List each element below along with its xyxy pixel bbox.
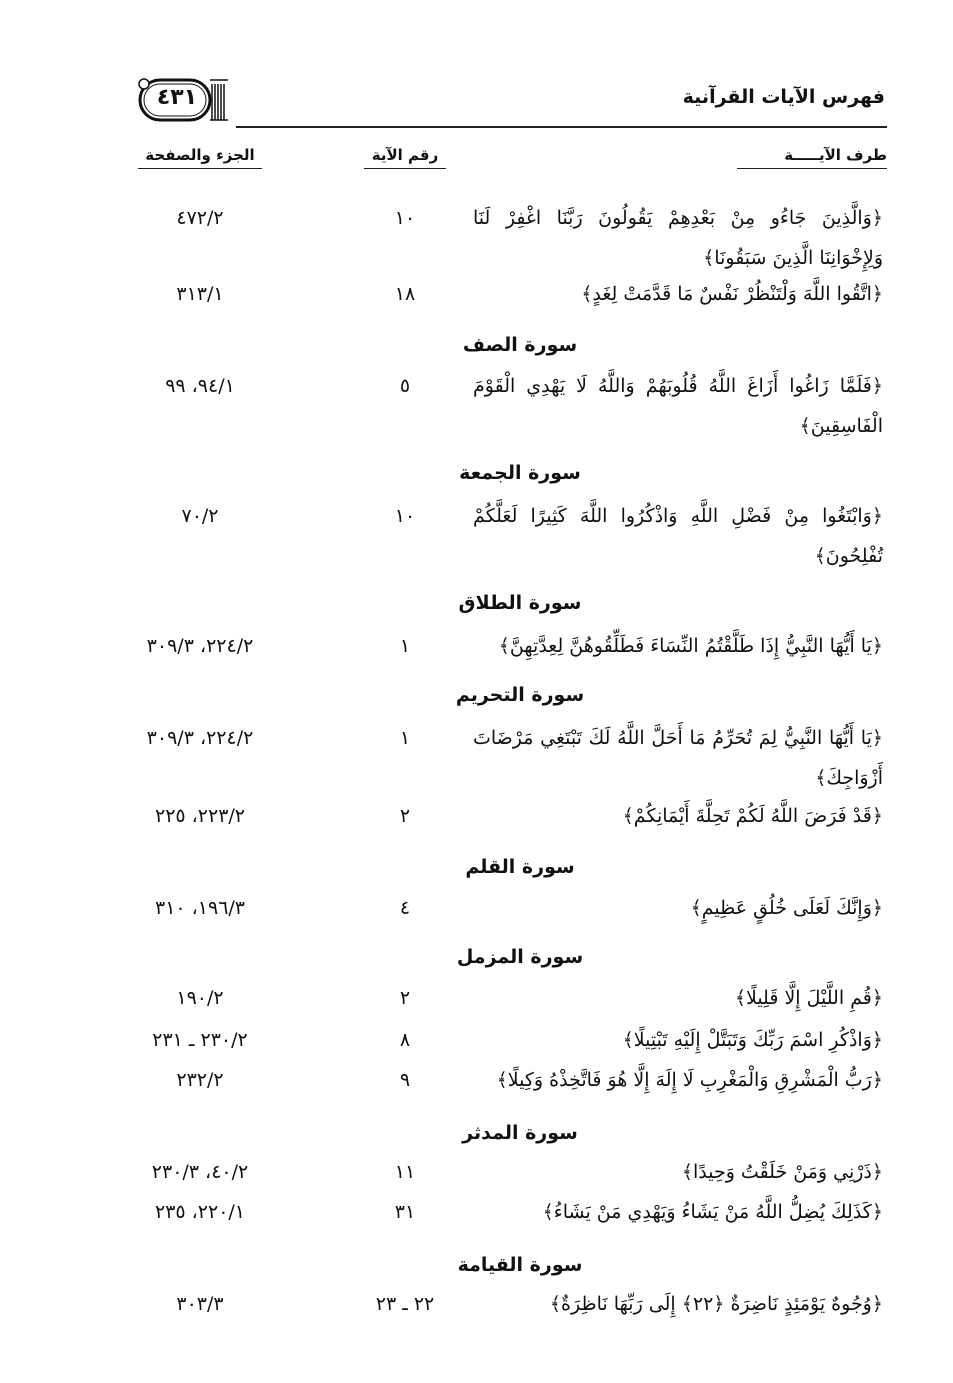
volume-page-ref: ١٩٠/٢ (176, 987, 224, 1009)
page-number-badge (136, 76, 228, 124)
volume-page-ref: ٢٢٤/٢، ٣٠٩/٣ (146, 635, 254, 657)
verse-text: ﴿وَابْتَغُوا مِنْ فَضْلِ اللَّهِ وَاذْكُرُوا اللَّهَ كَثِيرًا لَعَلَّكُمْ تُفْلِحُونَ﴾ (473, 505, 883, 567)
verse-text: ﴿رَبُّ الْمَشْرِقِ وَالْمَغْرِبِ لَا إِلَهَ إِلَّا هُوَ فَاتَّخِذْهُ وَكِيلًا﴾ (496, 1069, 883, 1091)
verse-text: ﴿وَالَّذِينَ جَاءُو مِنْ بَعْدِهِمْ يَقُولُونَ رَبَّنَا اغْفِرْ لَنَا وَلِإِخْوَانِنَا الَّذِينَ سَبَقُونَا﴾ (473, 207, 883, 269)
volume-page-ref: ٢٣٠/٢ ـ ٢٣١ (152, 1029, 248, 1051)
verse-text: ﴿فَلَمَّا زَاغُوا أَزَاغَ اللَّهُ قُلُوبَهُمْ وَاللَّهُ لَا يَهْدِي الْقَوْمَ الْفَاسِقِينَ﴾ (473, 375, 883, 437)
verse-number: ٣١ (394, 1201, 416, 1223)
header-divider (236, 126, 887, 128)
surah-heading: سورة القيامة (457, 1254, 583, 1276)
verse-text: ﴿وَاذْكُرِ اسْمَ رَبِّكَ وَتَبَتَّلْ إِلَيْهِ تَبْتِيلًا﴾ (622, 1029, 883, 1051)
volume-page-ref: ٢٢٣/٢، ٢٢٥ (154, 805, 246, 827)
verse-text: ﴿كَذَلِكَ يُضِلُّ اللَّهُ مَنْ يَشَاءُ وَيَهْدِي مَنْ يَشَاءُ﴾ (542, 1201, 883, 1223)
surah-heading: سورة المدثر (462, 1122, 578, 1144)
surah-heading: سورة الصف (462, 334, 578, 356)
verse-text: ﴿وَإِنَّكَ لَعَلَى خُلُقٍ عَظِيمٍ﴾ (690, 897, 883, 919)
surah-heading: سورة الطلاق (458, 592, 582, 614)
verse-number: ٢ (399, 987, 411, 1009)
verse-number: ١ (399, 727, 411, 749)
surah-heading: سورة المزمل (456, 946, 584, 968)
verse-number: ٥ (399, 375, 411, 397)
page-number: ٤٣١ (156, 85, 198, 110)
column-header-reference: الجزء والصفحة (138, 146, 262, 169)
verse-number: ٩ (399, 1069, 411, 1091)
verse-number: ١ (399, 635, 411, 657)
volume-page-ref: ٣٠٣/٣ (176, 1293, 224, 1315)
volume-page-ref: ٢٣٢/٢ (176, 1069, 224, 1091)
volume-page-ref: ٤٠/٢، ٢٣٠/٣ (151, 1161, 249, 1183)
column-header-number: رقم الآية (364, 146, 446, 169)
verse-text: ﴿قَدْ فَرَضَ اللَّهُ لَكُمْ تَحِلَّةَ أَيْمَانِكُمْ﴾ (622, 805, 883, 827)
column-header-verse: طرف الآيـــــة (737, 146, 887, 169)
volume-page-ref: ٣١٣/١ (176, 283, 224, 305)
verse-text: ﴿قُمِ اللَّيْلَ إِلَّا قَلِيلًا﴾ (734, 987, 883, 1009)
verse-number: ١٠ (394, 207, 416, 229)
surah-heading: سورة الجمعة (459, 462, 581, 484)
header-title: فهرس الآيات القرآنية (682, 86, 885, 108)
verse-text: ﴿اتَّقُوا اللَّهَ وَلْتَنْظُرْ نَفْسٌ مَا قَدَّمَتْ لِغَدٍ﴾ (581, 283, 883, 305)
volume-page-ref: ٢٢٤/٢، ٣٠٩/٣ (146, 727, 254, 749)
volume-page-ref: ١٩٦/٣، ٣١٠ (154, 897, 246, 919)
verse-number: ١٨ (394, 283, 416, 305)
verse-number: ٨ (399, 1029, 411, 1051)
verse-text: ﴿وُجُوهٌ يَوْمَئِذٍ نَاضِرَةٌ ﴿٢٢﴾ إِلَى رَبِّهَا نَاظِرَةٌ﴾ (549, 1293, 883, 1315)
verse-number: ١١ (394, 1161, 416, 1183)
verse-text: ﴿ذَرْنِي وَمَنْ خَلَقْتُ وَحِيدًا﴾ (681, 1161, 883, 1183)
surah-heading: سورة القلم (465, 856, 575, 878)
verse-text: ﴿يَا أَيُّهَا النَّبِيُّ لِمَ تُحَرِّمُ مَا أَحَلَّ اللَّهُ لَكَ تَبْتَغِي مَرْضَاتَ أَزْوَاجِكَ﴾ (473, 727, 883, 789)
volume-page-ref: ٢٢٠/١، ٢٣٥ (154, 1201, 246, 1223)
verse-number: ٤ (399, 897, 411, 919)
verse-number: ١٠ (394, 505, 416, 527)
volume-page-ref: ٧٠/٢ (181, 505, 219, 527)
volume-page-ref: ٩٤/١، ٩٩ (165, 375, 235, 397)
verse-number: ٢٢ ـ ٢٣ (375, 1293, 435, 1315)
verse-text: ﴿يَا أَيُّهَا النَّبِيُّ إِذَا طَلَّقْتُمُ النِّسَاءَ فَطَلِّقُوهُنَّ لِعِدَّتِهِنَّ﴾ (498, 635, 883, 657)
surah-heading: سورة التحريم (455, 684, 585, 706)
volume-page-ref: ٤٧٢/٢ (176, 207, 224, 229)
verse-number: ٢ (399, 805, 411, 827)
